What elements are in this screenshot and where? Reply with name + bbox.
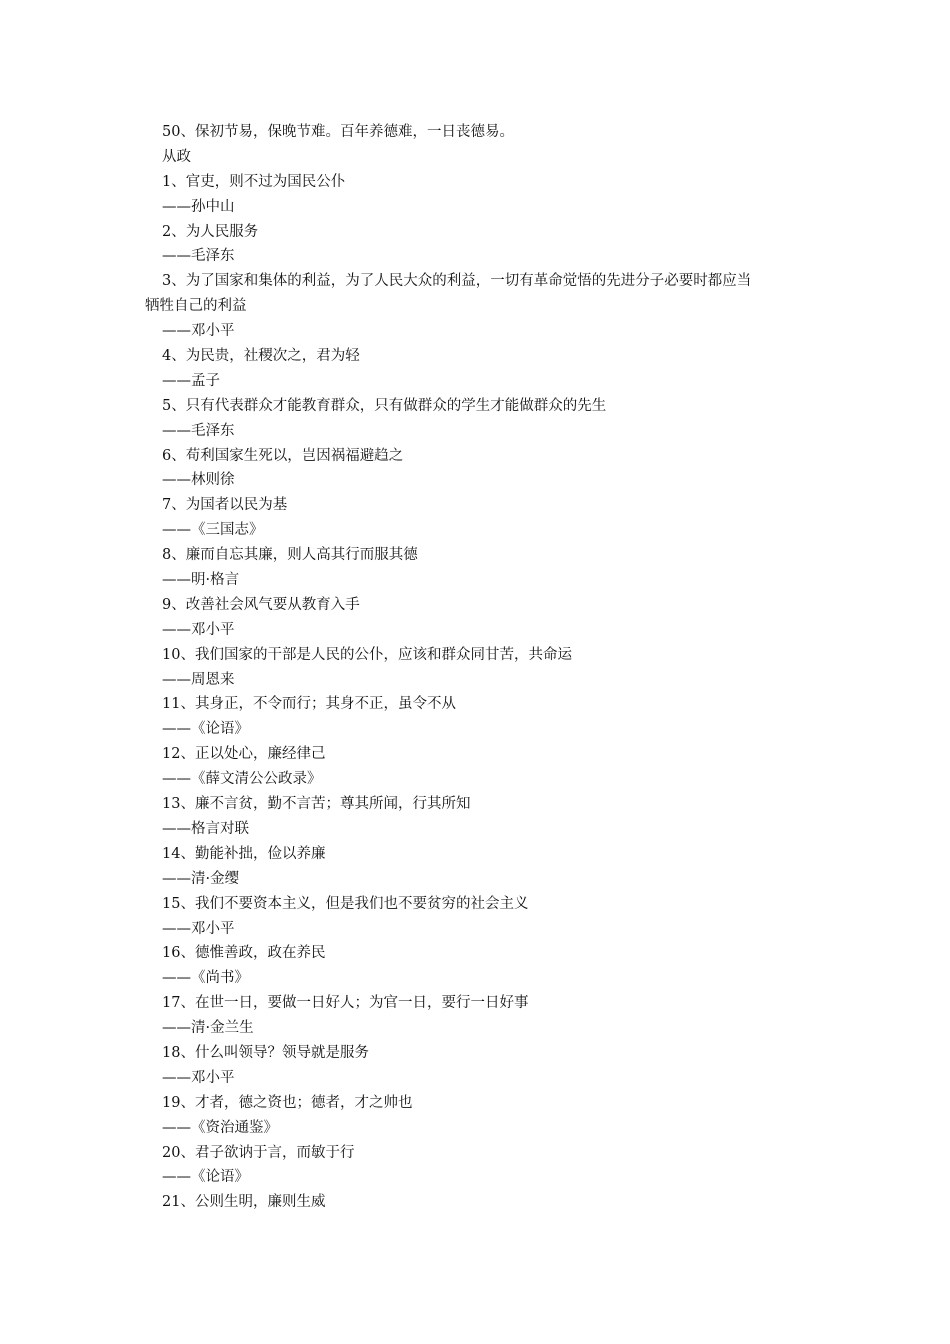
text-line: ——清·金缨 (162, 870, 240, 887)
text-line: 从政 (162, 148, 191, 165)
text-line: 20、君子欲讷于言，而敏于行 (162, 1144, 355, 1161)
text-line: 5、只有代表群众才能教育群众，只有做群众的学生才能做群众的先生 (162, 397, 607, 414)
text-line: ——毛泽东 (162, 422, 235, 439)
text-line: 13、廉不言贫，勤不言苦；尊其所闻，行其所知 (162, 796, 471, 813)
text-line: ——《论语》 (162, 721, 249, 738)
text-line: ——《资治通鉴》 (162, 1119, 278, 1136)
text-line: ——《薛文清公公政录》 (162, 771, 322, 788)
text-line: ——《尚书》 (162, 970, 249, 987)
text-line: ——周恩来 (162, 671, 235, 688)
text-line: 16、德惟善政，政在养民 (162, 945, 326, 962)
text-line: ——明·格言 (162, 572, 240, 589)
text-line: ——邓小平 (162, 1069, 235, 1086)
text-line: ——《论语》 (162, 1169, 249, 1186)
text-line: ——格言对联 (162, 820, 249, 837)
text-line: 21、公则生明，廉则生威 (162, 1194, 326, 1211)
text-line: 18、什么叫领导？领导就是服务 (162, 1044, 369, 1061)
text-line: ——邓小平 (162, 920, 235, 937)
text-line: ——《三国志》 (162, 522, 264, 539)
text-line: 12、正以处心，廉经律己 (162, 746, 326, 763)
text-line: 14、勤能补拙，俭以养廉 (162, 845, 326, 862)
text-line: 1、官吏，则不过为国民公仆 (162, 173, 346, 190)
text-line: 19、才者，德之资也；德者，才之帅也 (162, 1094, 413, 1111)
text-line: 50、保初节易，保晚节难。百年养德难，一日丧德易。 (162, 124, 514, 140)
text-line: 7、为国者以民为基 (162, 497, 288, 514)
text-line: 9、改善社会风气要从教育入手 (162, 596, 360, 613)
text-line: ——林则徐 (162, 472, 235, 489)
text-line: ——邓小平 (162, 621, 235, 638)
text-line: 4、为民贵，社稷次之，君为轻 (162, 348, 360, 365)
text-line: ——邓小平 (162, 323, 235, 340)
document-body (0, 120, 950, 1215)
text-line: 3、为了国家和集体的利益，为了人民大众的利益，一切有革命觉悟的先进分子必要时都应当 (162, 273, 752, 290)
text-line: 10、我们国家的干部是人民的公仆，应该和群众同甘苦，共命运 (162, 646, 572, 663)
text-line: 8、廉而自忘其廉，则人高其行而服其德 (162, 547, 418, 564)
text-line: 11、其身正，不令而行；其身不正，虽令不从 (162, 696, 456, 713)
text-line: ——清·金兰生 (162, 1020, 254, 1037)
text-line-continuation: 牺牲自己的利益 (145, 298, 247, 315)
text-line: 15、我们不要资本主义，但是我们也不要贫穷的社会主义 (162, 895, 529, 912)
text-line: 2、为人民服务 (162, 223, 259, 240)
text-line: ——孙中山 (162, 198, 235, 215)
text-line: 6、苟利国家生死以，岂因祸福避趋之 (162, 447, 404, 464)
text-line: ——毛泽东 (162, 248, 235, 265)
text-line: ——孟子 (162, 372, 220, 389)
text-line: 17、在世一日，要做一日好人；为官一日，要行一日好事 (162, 995, 529, 1012)
